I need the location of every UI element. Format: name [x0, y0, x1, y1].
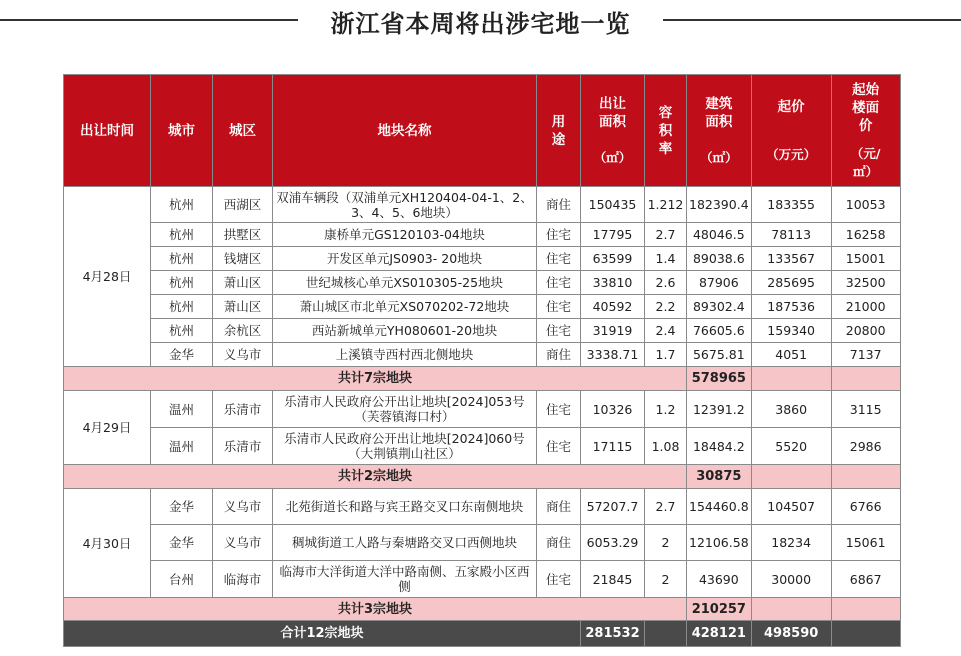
far-cell: 2.6	[645, 271, 687, 295]
plot-name-cell: 临海市大洋街道大洋中路南侧、五家殿小区西侧	[273, 561, 537, 598]
subtotal-label: 共计2宗地块	[64, 465, 687, 489]
city-cell: 杭州	[151, 247, 213, 271]
price-cell: 183355	[751, 187, 831, 223]
use-cell: 住宅	[537, 247, 581, 271]
district-cell: 西湖区	[213, 187, 273, 223]
total-empty	[831, 621, 900, 647]
plot-name-cell: 开发区单元JS0903- 20地块	[273, 247, 537, 271]
city-cell: 杭州	[151, 295, 213, 319]
subtotal-build-area: 578965	[687, 367, 752, 391]
table-row	[64, 343, 901, 367]
area-cell: 17795	[581, 223, 645, 247]
area-cell: 150435	[581, 187, 645, 223]
total-area: 281532	[581, 621, 645, 647]
city-cell: 杭州	[151, 271, 213, 295]
price-cell: 30000	[751, 561, 831, 598]
floor-price-cell: 6766	[831, 489, 900, 525]
price-cell: 18234	[751, 525, 831, 561]
table-row	[64, 223, 901, 247]
header-city: 城市	[151, 75, 213, 187]
build-area-cell: 89038.6	[687, 247, 752, 271]
area-cell: 10326	[581, 391, 645, 428]
district-cell: 萧山区	[213, 271, 273, 295]
build-area-cell: 43690	[687, 561, 752, 598]
header-price	[751, 75, 831, 187]
city-cell: 台州	[151, 561, 213, 598]
district-cell: 义乌市	[213, 343, 273, 367]
price-cell: 78113	[751, 223, 831, 247]
use-cell: 商住	[537, 187, 581, 223]
build-area-cell: 5675.81	[687, 343, 752, 367]
district-cell: 乐清市	[213, 428, 273, 465]
table-row	[64, 295, 901, 319]
subtotal-empty	[831, 367, 900, 391]
floor-price-cell: 2986	[831, 428, 900, 465]
city-cell: 杭州	[151, 187, 213, 223]
build-area-cell: 18484.2	[687, 428, 752, 465]
area-cell: 21845	[581, 561, 645, 598]
total-label: 合计12宗地块	[64, 621, 581, 647]
header-build-area	[687, 75, 752, 187]
total-empty	[645, 621, 687, 647]
use-cell: 住宅	[537, 295, 581, 319]
plot-name-cell: 稠城街道工人路与秦塘路交叉口西侧地块	[273, 525, 537, 561]
floor-price-cell: 20800	[831, 319, 900, 343]
area-cell: 31919	[581, 319, 645, 343]
header-build-area-unit: （㎡）	[700, 149, 738, 165]
subtotal-build-area: 30875	[687, 465, 752, 489]
subtotal-empty	[831, 465, 900, 489]
subtotal-label: 共计3宗地块	[64, 598, 687, 621]
area-cell: 57207.7	[581, 489, 645, 525]
table-row	[64, 489, 901, 525]
use-cell: 商住	[537, 525, 581, 561]
use-cell: 住宅	[537, 223, 581, 247]
city-cell: 杭州	[151, 319, 213, 343]
area-cell: 63599	[581, 247, 645, 271]
floor-price-cell: 6867	[831, 561, 900, 598]
date-cell: 4月29日	[64, 391, 151, 465]
build-area-cell: 154460.8	[687, 489, 752, 525]
price-cell: 159340	[751, 319, 831, 343]
plot-name-cell: 康桥单元GS120103-04地块	[273, 223, 537, 247]
price-cell: 285695	[751, 271, 831, 295]
price-cell: 4051	[751, 343, 831, 367]
use-cell: 商住	[537, 489, 581, 525]
floor-price-cell: 32500	[831, 271, 900, 295]
plot-name-cell: 乐清市人民政府公开出让地块[2024]060号（大荆镇荆山社区）	[273, 428, 537, 465]
floor-price-cell: 15061	[831, 525, 900, 561]
plot-name-cell: 北苑街道长和路与宾王路交叉口东南侧地块	[273, 489, 537, 525]
area-cell: 33810	[581, 271, 645, 295]
subtotal-build-area: 210257	[687, 598, 752, 621]
page-title: 浙江省本周将出涉宅地一览	[330, 10, 631, 38]
subtotal-empty	[751, 465, 831, 489]
district-cell: 钱塘区	[213, 247, 273, 271]
use-cell: 住宅	[537, 428, 581, 465]
table-row	[64, 391, 901, 428]
build-area-cell: 182390.4	[687, 187, 752, 223]
far-cell: 2.4	[645, 319, 687, 343]
city-cell: 金华	[151, 525, 213, 561]
header-use	[537, 75, 581, 187]
header-area-unit: （㎡）	[593, 149, 632, 165]
plot-name-cell: 双浦车辆段（双浦单元XH120404-04-1、2、3、4、5、6地块）	[273, 187, 537, 223]
subtotal-row	[64, 465, 901, 489]
far-cell: 2	[645, 525, 687, 561]
date-cell: 4月28日	[64, 187, 151, 367]
build-area-cell: 12391.2	[687, 391, 752, 428]
use-cell: 住宅	[537, 391, 581, 428]
title-rule-left	[0, 19, 298, 21]
header-use-label: 用途	[551, 113, 566, 148]
district-cell: 余杭区	[213, 319, 273, 343]
header-row	[64, 75, 901, 187]
subtotal-row	[64, 367, 901, 391]
header-floor-price-label: 起始楼面价	[852, 81, 880, 134]
district-cell: 临海市	[213, 561, 273, 598]
header-floor-price	[831, 75, 900, 187]
floor-price-cell: 21000	[831, 295, 900, 319]
district-cell: 义乌市	[213, 525, 273, 561]
far-cell: 2.2	[645, 295, 687, 319]
floor-price-cell: 3115	[831, 391, 900, 428]
city-cell: 金华	[151, 489, 213, 525]
price-cell: 187536	[751, 295, 831, 319]
floor-price-cell: 16258	[831, 223, 900, 247]
far-cell: 1.4	[645, 247, 687, 271]
grand-total-row	[64, 621, 901, 647]
plot-name-cell: 世纪城核心单元XS010305-25地块	[273, 271, 537, 295]
subtotal-label: 共计7宗地块	[64, 367, 687, 391]
header-price-unit: （万元）	[766, 146, 817, 162]
header-far	[645, 75, 687, 187]
date-cell: 4月30日	[64, 489, 151, 598]
price-cell: 133567	[751, 247, 831, 271]
price-cell: 3860	[751, 391, 831, 428]
table-row	[64, 319, 901, 343]
build-area-cell: 48046.5	[687, 223, 752, 247]
far-cell: 2.7	[645, 489, 687, 525]
header-name: 地块名称	[273, 75, 537, 187]
header-area-label: 出让面积	[599, 95, 626, 130]
plot-name-cell: 西站新城单元YH080601-20地块	[273, 319, 537, 343]
far-cell: 1.212	[645, 187, 687, 223]
build-area-cell: 89302.4	[687, 295, 752, 319]
subtotal-row	[64, 598, 901, 621]
subtotal-empty	[751, 598, 831, 621]
use-cell: 住宅	[537, 319, 581, 343]
far-cell: 1.2	[645, 391, 687, 428]
table-row	[64, 561, 901, 598]
land-table	[63, 74, 901, 647]
city-cell: 杭州	[151, 223, 213, 247]
header-build-area-label: 建筑面积	[705, 95, 733, 130]
table-row	[64, 525, 901, 561]
city-cell: 金华	[151, 343, 213, 367]
table-row	[64, 247, 901, 271]
floor-price-cell: 10053	[831, 187, 900, 223]
header-district: 城区	[213, 75, 273, 187]
header-area	[581, 75, 645, 187]
floor-price-cell: 15001	[831, 247, 900, 271]
price-cell: 5520	[751, 428, 831, 465]
far-cell: 2.7	[645, 223, 687, 247]
build-area-cell: 87906	[687, 271, 752, 295]
area-cell: 3338.71	[581, 343, 645, 367]
title-bar	[0, 0, 961, 44]
total-price: 498590	[751, 621, 831, 647]
subtotal-empty	[831, 598, 900, 621]
table-row	[64, 187, 901, 223]
district-cell: 乐清市	[213, 391, 273, 428]
total-build-area: 428121	[687, 621, 752, 647]
far-cell: 1.08	[645, 428, 687, 465]
plot-name-cell: 乐清市人民政府公开出让地块[2024]053号（芙蓉镇海口村）	[273, 391, 537, 428]
build-area-cell: 76605.6	[687, 319, 752, 343]
table-row	[64, 428, 901, 465]
header-price-label: 起价	[777, 98, 805, 115]
city-cell: 温州	[151, 428, 213, 465]
use-cell: 住宅	[537, 271, 581, 295]
floor-price-cell: 7137	[831, 343, 900, 367]
subtotal-empty	[751, 367, 831, 391]
district-cell: 义乌市	[213, 489, 273, 525]
district-cell: 萧山区	[213, 295, 273, 319]
city-cell: 温州	[151, 391, 213, 428]
area-cell: 6053.29	[581, 525, 645, 561]
plot-name-cell: 萧山城区市北单元XS070202-72地块	[273, 295, 537, 319]
header-floor-price-unit: （元/㎡）	[850, 145, 881, 179]
use-cell: 商住	[537, 343, 581, 367]
title-rule-right	[663, 19, 961, 21]
price-cell: 104507	[751, 489, 831, 525]
area-cell: 17115	[581, 428, 645, 465]
far-cell: 1.7	[645, 343, 687, 367]
area-cell: 40592	[581, 295, 645, 319]
far-cell: 2	[645, 561, 687, 598]
header-date: 出让时间	[64, 75, 151, 187]
table-row	[64, 271, 901, 295]
use-cell: 住宅	[537, 561, 581, 598]
header-far-label: 容积率	[658, 104, 673, 157]
district-cell: 拱墅区	[213, 223, 273, 247]
build-area-cell: 12106.58	[687, 525, 752, 561]
plot-name-cell: 上溪镇寺西村西北侧地块	[273, 343, 537, 367]
